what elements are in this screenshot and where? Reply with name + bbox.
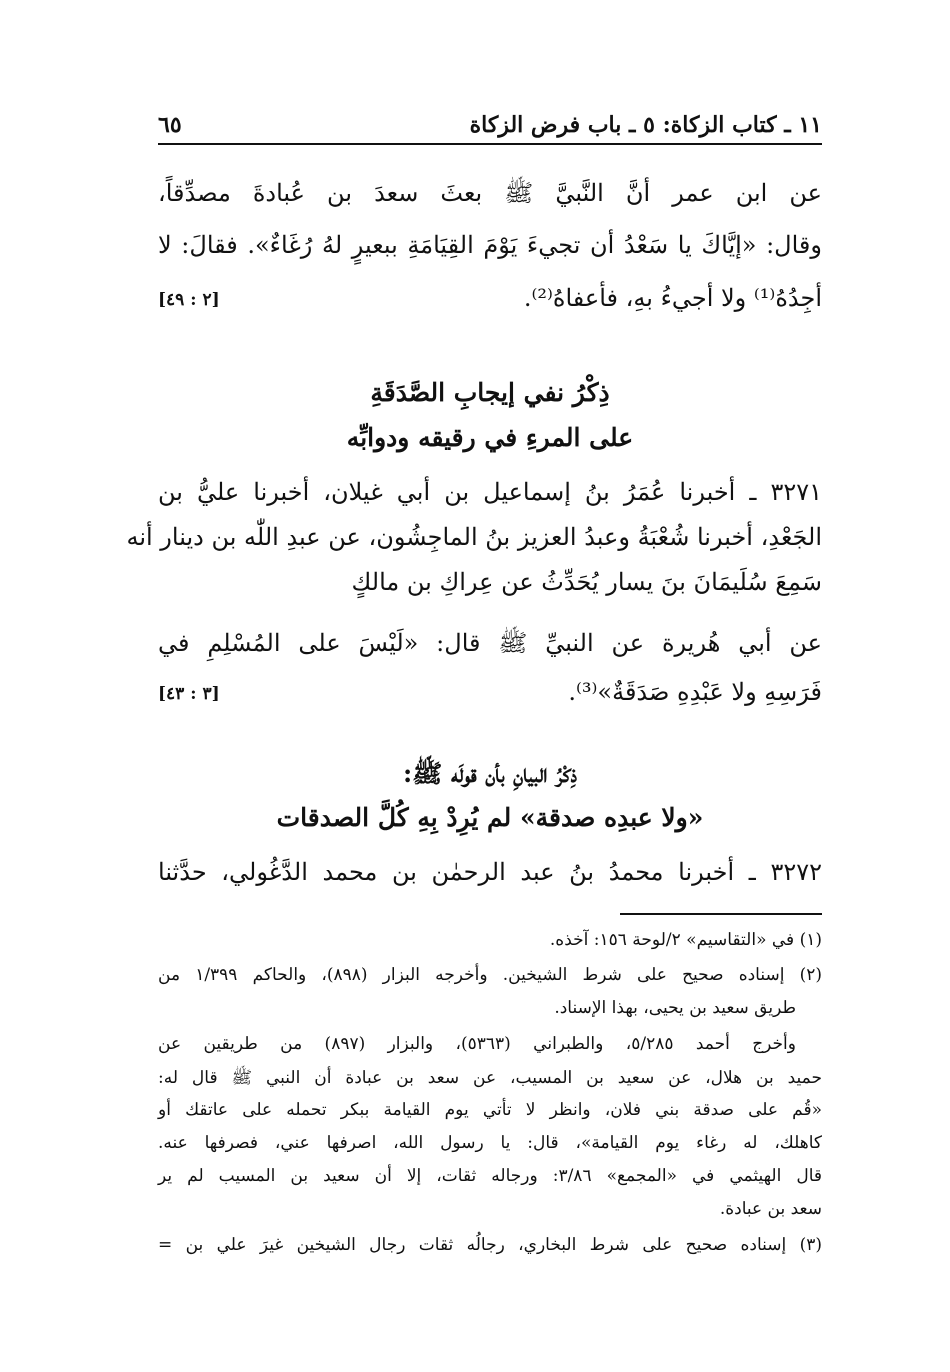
footnote-2-line: طريق سعيد بن يحيى، بهذا الإسناد. <box>554 998 796 1018</box>
footnote-2-line: (٢) إسناده صحيح على شرط الشيخين. وأخرجه البزار (٨٩٨)، والحاكم ١/٣٩٩ من <box>158 965 823 985</box>
section-heading-line: «ولا عبدِه صدقة» لم يُرِدْ بِهِ كُلَّ الصدقات <box>276 803 704 832</box>
text-line: وقال: «إيَّاكَ يا سَعْدُ أن تجيءَ يَوْمَ القِيَامَةِ ببعيرٍ لهُ رُغَاءٌ». فقالَ: لا <box>158 231 822 259</box>
running-header-title: ١١ ـ كتاب الزكاة: ٥ ـ باب فرض الزكاة <box>469 112 822 138</box>
hadith-paragraph-2 <box>126 478 822 618</box>
text-line: ٣٢٧١ ـ أخبرنا عُمَرُ بنُ إسماعيل بن أبي غيلان، أخبرنا عليُّ بن <box>158 478 822 506</box>
footnote-1: (١) في «التقاسيم» ٢/لوحة ١٥٦: آخذه. <box>549 930 822 950</box>
footnote-2b-line: كاهلك، له رغاء يوم القيامة»، قال: يا رسول الله، اصرفها عني، فصرفها عنه. <box>158 1133 822 1153</box>
hadith-paragraph-3 <box>158 628 822 728</box>
text-line: أجِدُهُ⁽¹⁾ ولا أجيءُ بهِ، فأعفاهُ⁽²⁾. <box>523 284 822 312</box>
reference-marker: [٣ : ٤٣] <box>158 684 220 704</box>
section-heading-line: على المرءِ في رقيقه ودوابِّه <box>346 423 634 452</box>
text-line: فَرَسِهِ ولا عَبْدِهِ صَدَقَةٌ»⁽³⁾. <box>568 678 822 706</box>
footnote-2b-line: «قُم على صدقة بني فلان، وانظر لا تأتي يوم القيامة ببكر تحمله على عاتقك أو <box>158 1100 822 1120</box>
footnote-2b-line: سعد بن عبادة. <box>719 1199 822 1219</box>
section-heading-line: ذِكْرُ نفي إيجابِ الصَّدَقَةِ <box>370 378 610 407</box>
header-divider <box>158 143 822 145</box>
footnote-divider <box>620 913 822 915</box>
hadith-paragraph-4 <box>158 858 822 898</box>
footnote-2b-line: وأخرج أحمد ٥/٢٨٥، والطبراني (٥٣٦٣)، والبزار (٨٩٧) من طريقين عن <box>158 1034 796 1054</box>
text-line: عن أبي هُريرة عن النبيِّ ﷺ قال: «لَيْسَ على المُسْلِمِ في <box>158 629 822 657</box>
text-line: سَمِعَ سُلَيمَانَ بنَ يسار يُحَدِّثُ عن عِراكِ بن مالكٍ <box>351 568 822 596</box>
footnote-2b-line: حميد بن هلال، عن سعيد بن المسيب، عن سعد بن عبادة أن النبي ﷺ قال له: <box>158 1068 822 1088</box>
section-heading-line: ذِكْرُ البيانِ بأن قولَه ﷺ: <box>402 759 578 788</box>
reference-marker: [٢ : ٤٩] <box>158 290 220 310</box>
footnote-2b-line: قال الهيثمي في «المجمع» ٣/٨٦: ورجاله ثقات، إلا أن سعيد بن المسيب لم ير <box>158 1166 822 1186</box>
footnotes <box>158 930 822 1280</box>
text-line: الجَعْدِ، أخبرنا شُعْبَةُ وعبدُ العزيز بنُ الماجِشُون، عن عبدِ اللّٰه بن دينار أنه <box>126 523 822 551</box>
text-line: ٣٢٧٢ ـ أخبرنا محمدُ بنُ عبد الرحمٰن بن محمد الدَّغُولي، حدَّثنا <box>158 858 822 886</box>
text-line: عن ابن عمر أنَّ النَّبيَّ ﷺ بعثَ سعدَ بن عُبادةَ مصدِّقاً، <box>158 179 822 207</box>
hadith-paragraph-1 <box>158 178 822 328</box>
running-header <box>158 112 822 142</box>
footnote-3: (٣) إسناده صحيح على شرط البخاري، رجالُه ثقات رجال الشيخين غيرَ علي بن = <box>158 1235 822 1255</box>
page-number: ٦٥ <box>158 112 182 138</box>
